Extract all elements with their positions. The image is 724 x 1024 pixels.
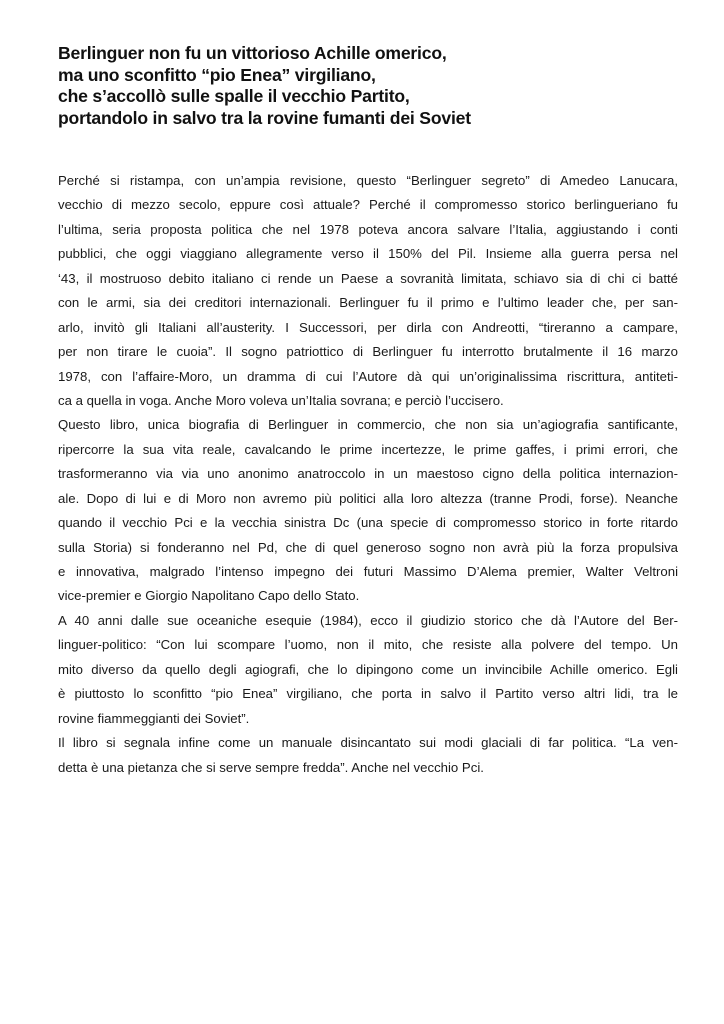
text-line: Questo libro, unica biografia di Berlinguer in commercio, che non sia un’agiografia santificante, — [58, 417, 678, 433]
text-line: arlo, invitò gli Italiani all’austerity. I Successori, per dirla con Andreotti, “tireranno a campare, — [58, 319, 678, 335]
text-line: trasformeranno via via uno anonimo anatroccolo in un maestoso cigno della politica internazion- — [58, 466, 678, 482]
text-line: detta è una pietanza che si serve sempre fredda”. Anche nel vecchio Pci. — [58, 759, 484, 775]
text-line: e innovativa, malgrado l’intenso impegno dei futuri Massimo D’Alema premier, Walter Veltroni — [58, 564, 678, 579]
text-line: sulla Storia) si fonderanno nel Pd, che di quel generoso sogno non avrà più la forza propulsiva — [58, 539, 678, 555]
text-line: ‘43, il mostruoso debito italiano ci rende un Paese a sovranità limitata, schiavo sia di chi ci batté — [58, 270, 678, 286]
text-line: pubblici, che oggi viaggiano allegramente verso il 150% del Pil. Insieme alla guerra persa nel — [58, 246, 678, 262]
text-line: A 40 anni dalle sue oceaniche esequie (1984), ecco il giudizio storico che dà l’Autore del Ber- — [58, 612, 678, 628]
text-line: mito diverso da quello degli agiografi, che lo dipingono come un invincibile Achille omerico. Egli — [58, 661, 678, 677]
paragraph-2 — [58, 413, 678, 609]
text-line: ca a quella in voga. Anche Moro voleva un’Italia sovrana; e perciò l’uccisero. — [58, 392, 504, 408]
text-line: quando il vecchio Pci e la vecchia sinistra Dc (una specie di compromesso storico in forte ritardo — [58, 515, 678, 531]
title-line: Berlinguer non fu un vittorioso Achille omerico, — [58, 43, 447, 63]
text-line: linguer-politico: “Con lui scompare l’uomo, non il mito, che resiste alla polvere del tempo. Un — [58, 637, 678, 653]
title-line: portandolo in salvo tra la rovine fumanti dei Soviet — [58, 107, 471, 128]
paragraph-1 — [58, 169, 678, 413]
text-line: 1978, con l’affaire-Moro, un dramma di cui l’Autore dà qui un’originalissima riscrittura, antiteti- — [58, 368, 678, 384]
paragraph-4 — [58, 731, 678, 780]
body-text — [58, 169, 678, 780]
text-line: l’ultima, seria proposta politica che nel 1978 poteva ancora salvare l’Italia, aggiustando i conti — [58, 221, 678, 237]
text-line: con le armi, sia dei creditori internazionali. Berlinguer fu il primo e l’ultimo leader che, per san- — [58, 295, 678, 311]
text-line: per non tirare le cuoia”. Il sogno patriottico di Berlinguer fu interrotto brutalmente il 16 marzo — [58, 344, 678, 360]
text-line: è piuttosto lo sconfitto “pio Enea” virgiliano, che porta in salvo il Partito verso altri lidi, tra le — [58, 686, 678, 702]
text-line: ripercorre la sua vita reale, cavalcando le prime incertezze, le prime gaffes, i primi errori, che — [58, 441, 678, 457]
text-line: rovine fiammeggianti dei Soviet”. — [58, 710, 250, 726]
title-line: ma uno sconfitto “pio Enea” virgiliano, — [58, 64, 376, 85]
text-line: Il libro si segnala infine come un manuale disincantato sui modi glaciali di far politica. “La ven- — [58, 735, 678, 751]
text-line: ale. Dopo di lui e di Moro non avremo più politici alla loro altezza (tranne Prodi, forse). Neanche — [58, 490, 678, 506]
text-line: vecchio di mezzo secolo, eppure così attuale? Perché il compromesso storico berlingueriano fu — [58, 197, 678, 213]
text-line: Perché si ristampa, con un’ampia revisione, questo “Berlinguer segreto” di Amedeo Lanucara, — [58, 173, 678, 188]
text-line: vice-premier e Giorgio Napolitano Capo dello Stato. — [58, 588, 360, 604]
title-line: che s’accollò sulle spalle il vecchio Partito, — [58, 86, 410, 106]
document-title — [58, 43, 678, 129]
paragraph-3 — [58, 609, 678, 731]
